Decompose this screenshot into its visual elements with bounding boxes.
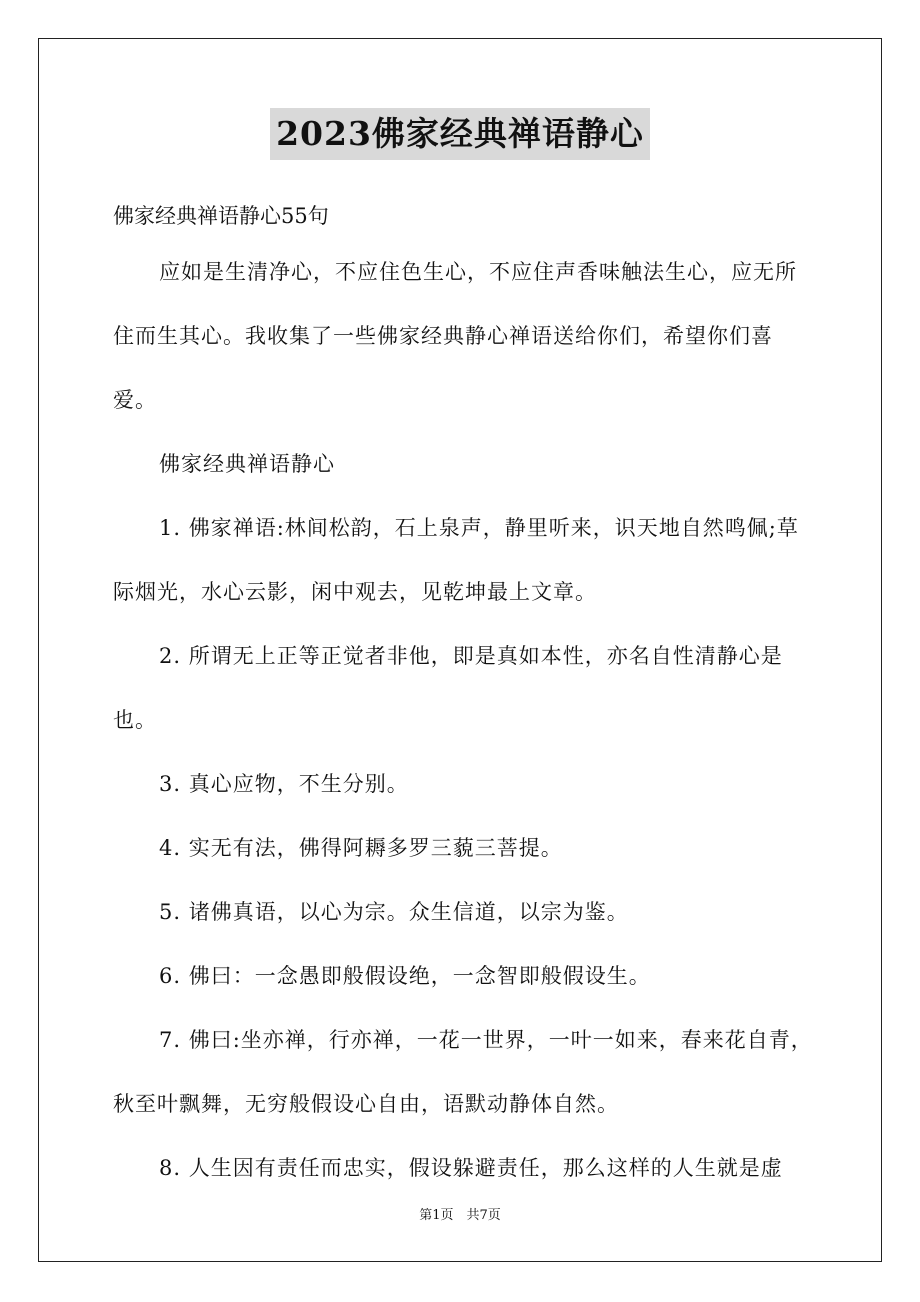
- paragraph-item-6: 6. 佛曰：一念愚即般假设绝，一念智即般假设生。: [159, 964, 651, 988]
- paragraph-heading: 佛家经典禅语静心: [159, 452, 335, 476]
- paragraph-item-4: 4. 实无有法，佛得阿耨多罗三藐三菩提。: [159, 836, 563, 860]
- paragraph-item-2: 2. 所谓无上正等正觉者非他，即是真如本性，亦名自性清静心是也。: [113, 644, 783, 732]
- title-wrap: [0, 108, 920, 160]
- page-footer: 第1页 共7页: [419, 1208, 501, 1223]
- paragraph-item-3: 3. 真心应物，不生分别。: [159, 772, 409, 796]
- document-title: 2023佛家经典禅语静心: [270, 108, 650, 160]
- body-text: [113, 240, 813, 1200]
- paragraph-item-5: 5. 诸佛真语，以心为宗。众生信道，以宗为鉴。: [159, 900, 629, 924]
- paragraph-item-1: 1. 佛家禅语:林间松韵，石上泉声，静里听来，识天地自然鸣佩;草际烟光，水心云影，闲中观去，见乾坤最上文章。: [113, 516, 799, 604]
- paragraph-intro: 应如是生清净心，不应住色生心，不应住声香味触法生心，应无所住而生其心。我收集了一些佛家经典静心禅语送给你们，希望你们喜爱。: [113, 260, 797, 412]
- paragraph-item-8: 8. 人生因有责任而忠实，假设躲避责任，那么这样的人生就是虚: [159, 1156, 783, 1180]
- paragraph-item-7: 7. 佛曰:坐亦禅，行亦禅，一花一世界，一叶一如来，春来花自青，秋至叶飘舞，无穷般假设心自由，语默动静体自然。: [113, 1028, 813, 1116]
- document-subtitle: 佛家经典禅语静心55句: [113, 204, 329, 228]
